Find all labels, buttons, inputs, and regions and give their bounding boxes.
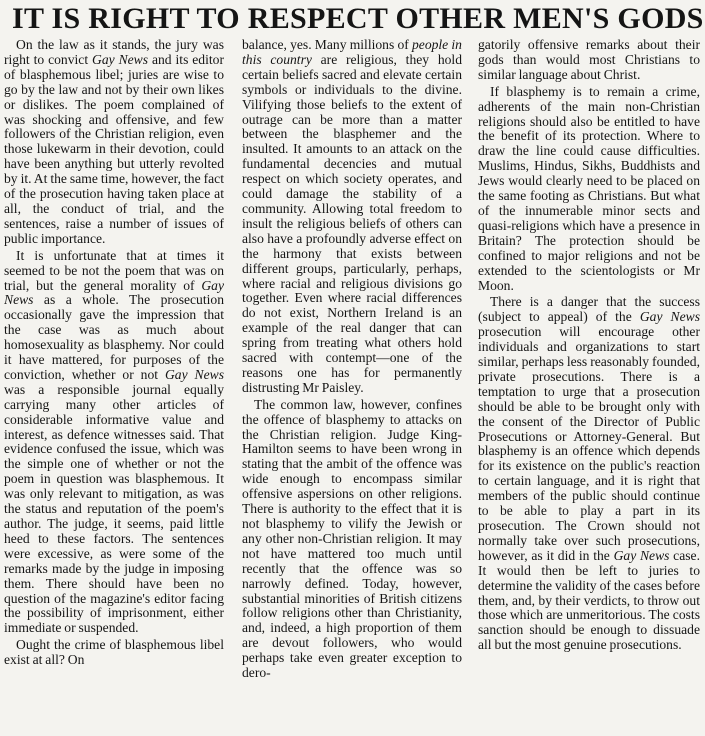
article-column-2 [242, 38, 462, 734]
paragraph-text: balance, yes. Many millions of [242, 38, 412, 52]
article-column-1 [4, 38, 224, 734]
paragraph-text: and its editor of blasphemous libel; juries are wise to go by the law and not by their own likes or dislikes. The poem complained of was shocking and offensive, and few followers of the Christian religion, even those lukewarm in their devotion, could have been anything but utterly revolted by it. At the same time, however, the fact of the prosecution having taken place at all, the conduct of trial, and the sentences, raise a number of issues of public importance. [4, 51, 224, 246]
article-paragraph [478, 295, 700, 653]
italic-text: Gay News [4, 277, 224, 308]
italic-text: Gay News [639, 309, 700, 325]
article-paragraph [242, 38, 462, 396]
paragraph-text: was a responsible journal equally carrying many other articles of considerable informative value and interest, as defence witnesses said. That evidence confused the issue, which was the simple one of whether or not the poem in question was blasphemous. It was only relevant to mitigation, as was the status and reputation of the poem's author. The judge, it seems, paid little heed to these factors. The sentences were excessive, as were some of the remarks made by the judge in imposing them. There should have been no question of the magazine's editor facing the possibility of imprisonment, either immediate or suspended. [4, 381, 224, 636]
italic-text: Gay News [92, 51, 149, 67]
article-paragraph [478, 85, 700, 294]
paragraph-text: gatorily offensive remarks about their gods than would most Christians to similar language about Christ. [478, 38, 700, 82]
headline: IT IS RIGHT TO RESPECT OTHER MEN'S GODS [12, 2, 704, 35]
paragraph-text: If blasphemy is to remain a crime, adherents of the main non-Christian religions should also be entitled to have the benefit of its protection. Where to draw the line could cause difficulties. Muslims, Hindus, Sikhs, Buddhists and Jews would clearly need to be placed on the same footing as Christians. But what of the innumerable minor sects and quasi-religions which have a presence in Britain? The protection should be confined to major religions and not be extended to the scientologists or Mr Moon. [478, 83, 700, 293]
paragraph-text: prosecution will encourage other individuals and organizations to start similar, perhaps less reasonably founded, private prosecutions. There is a temptation to urge that a prosecution should be able to be brought only with the consent of the Director of Public Prosecutions or Attorney-General. But blasphemy is an offence which depends for its existence on the public's reaction to certain language, and it is right that members of the public should continue to be able to play a part in its prosecution. The Crown should not normally take over such prosecutions, however, as it did in the [478, 324, 700, 563]
italic-text: people in this country [242, 38, 462, 67]
italic-text: Gay News [613, 547, 670, 563]
article-paragraph [4, 249, 224, 637]
article-column-3 [478, 38, 700, 734]
article-paragraph [4, 638, 224, 668]
paragraph-text: There is a danger that the success (subject to appeal) of the [478, 294, 700, 325]
paragraph-text: as a whole. The prosecution occasionally gave the impression that the case was as much about homosexuality as blasphemy. Nor could it have mattered, for purposes of the conviction, whether or not [4, 292, 224, 382]
article-paragraph [4, 38, 224, 247]
paragraph-text: Ought the crime of blasphemous libel exist at all? On [4, 637, 224, 668]
paragraph-text: On the law as it stands, the jury was right to convict [4, 38, 224, 67]
paragraph-text: It is unfortunate that at times it seemed to be not the poem that was on trial, but the general morality of [4, 247, 224, 293]
paragraph-text: The common law, however, confines the offence of blasphemy to attacks on the Christian religion. Judge King-Hamilton seems to have been wrong in stating that the ambit of the offence was wide enough to encompass similar offensive aspersions on other religions. There is authority to the effect that it is not blasphemy to vilify the Jewish or any other non-Christian religion. It may not have mattered too much until recently that the offence was so narrowly defined. Today, however, substantial minorities of British citizens follow religions other than Christianity, and, indeed, a high proportion of them are devout followers, who would perhaps take even greater exception to dero- [242, 396, 462, 681]
paragraph-text: case. It would then be left to juries to determine the validity of the cases before them, and, by their verdicts, to throw out those which are unmeritorious. The costs sanction should be enough to dissuade all but the most genuine prosecutions. [478, 547, 700, 653]
article-paragraph [478, 38, 700, 83]
article-paragraph [242, 398, 462, 681]
italic-text: Gay News [164, 366, 224, 382]
paragraph-text: are religious, they hold certain beliefs sacred and elevate certain symbols or individuals to the divine. Vilifying those beliefs to the extent of outrage can be more than a matter between the blasphemer and the insulted. It amounts to an attack on the fundamental decencies and mutual respect on which society operates, and could damage the stability of a community. Allowing total freedom to insult the religious beliefs of others can also have a profoundly adverse effect on the harmony that exists between different groups, particularly, perhaps, where racial and religious divisions go together. Even where racial differences do not exist, Northern Ireland is an example of the real danger that can spring from treating what others hold sacred with contempt—one of the reasons one has for permanently distrusting Mr Paisley. [242, 51, 462, 395]
